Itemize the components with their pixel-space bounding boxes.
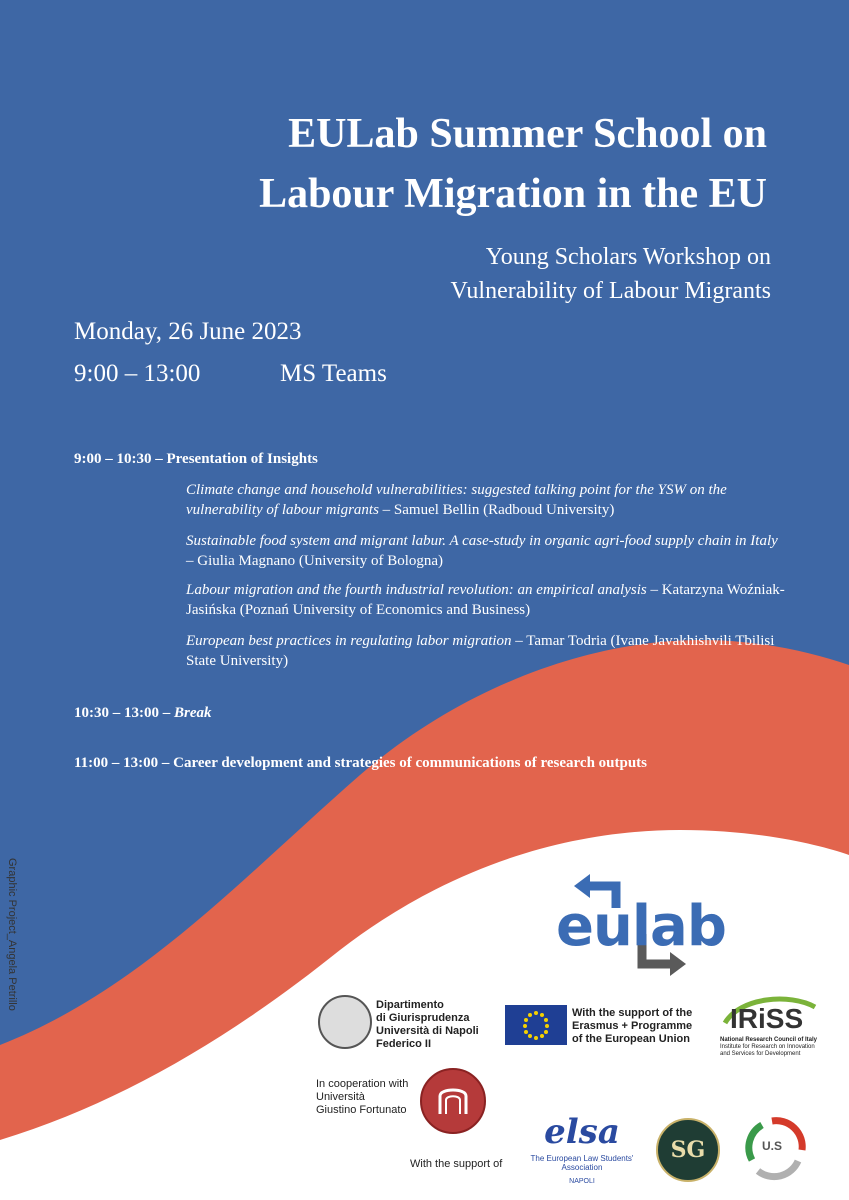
federico-seal-icon [318,995,372,1049]
dept-line-2: di Giurisprudenza [376,1012,470,1024]
session-3-time: 11:00 – 13:00 [74,755,159,771]
eu-flag-icon [505,1005,567,1045]
event-date: Monday, 26 June 2023 [74,318,302,345]
title-line-2: Labour Migration in the EU [259,171,767,217]
title-line-1: EULab Summer School on [288,111,767,157]
elsa-wordmark: elsa [544,1112,620,1152]
support-text: With the support of [410,1158,503,1170]
elsa-logo [512,1110,652,1190]
dept-line-3: Università di Napoli [376,1025,479,1037]
dept-line-4: Federico II [376,1038,432,1050]
eulab-logo [556,868,736,988]
talk-2-speaker: Giulia Magnano (University of Bologna) [197,553,444,569]
irss-wordmark: IRiSS [730,1003,804,1034]
talk-1-title: Climate change and household vulnerabilities: suggested talking point for the YSW on the vulnerability of labour migrants [186,482,727,518]
dept-line-1: Dipartimento [376,999,444,1011]
session-1-time: 9:00 – 10:30 [74,451,152,467]
talk-4-speaker: Tamar Todria (Ivane Javakhishvili Tbilisi State University) [186,633,775,669]
session-1-title: Presentation of Insights [166,451,318,467]
fortunato-seal-icon [420,1068,486,1134]
graphic-credit: Graphic Project_Angela Petrillo [6,858,18,1011]
talk-2-title: Sustainable food system and migrant labur. A case-study in organic agri-food supply chain in Italy [186,533,778,549]
dept-logo-text [376,999,479,1051]
event-time: 9:00 – 13:00 [74,360,201,387]
talk-3: Labour migration and the fourth industrial revolution: an empirical analysis – Katarzyna Woźniak-Jasińska (Poznań University of Economics and Business) [186,582,785,618]
session-2-time: 10:30 – 13:00 [74,705,159,721]
eulab-wordmark: eulab [556,894,726,959]
eu-support-text [572,1007,692,1046]
eu-line-1: With the support of the [572,1007,693,1019]
subtitle-line-1: Young Scholars Workshop on [485,244,771,270]
us-wordmark: U.S [762,1139,783,1153]
talk-4: European best practices in regulating labor migration – Tamar Todria (Ivane Javakhishvili Tbilisi State University) [186,633,775,669]
elsa-city: NAPOLI [569,1178,595,1185]
irss-caption [720,1037,817,1058]
irss-line-2: Institute for Research on Innovation [720,1044,815,1050]
coop-line-1: In cooperation with [316,1078,409,1090]
session-1: 9:00 – 10:30 – Presentation of Insights [74,451,318,467]
eu-line-3: of the European Union [572,1033,690,1045]
talk-3-title: Labour migration and the fourth industrial revolution: an empirical analysis [186,582,647,598]
irss-line-1: National Research Council of Italy [720,1037,818,1043]
cooperation-text [316,1078,408,1117]
coop-line-3: Giustino Fortunato [316,1104,407,1116]
us-logo [742,1115,808,1181]
coop-line-2: Università [316,1091,365,1103]
irss-line-3: and Services for Development [720,1051,801,1057]
session-2: 10:30 – 13:00 – Break [74,705,212,721]
talk-4-title: European best practices in regulating labor migration [186,633,512,649]
talk-3-speaker: Katarzyna Woźniak-Jasińska (Poznań University of Economics and Business) [186,582,785,618]
irss-logo [720,995,820,1065]
event-venue: MS Teams [280,360,387,387]
elsa-caption: The European Law Students' Association [530,1154,634,1172]
sg-seal-icon [656,1118,720,1182]
session-2-title: Break [174,705,212,721]
session-3: 11:00 – 13:00 – Career development and strategies of communications of research outputs [74,755,648,771]
session-3-title: Career development and strategies of communications of research outputs [173,755,648,771]
eu-line-2: Erasmus + Programme [572,1020,693,1032]
talk-1: Climate change and household vulnerabilities: suggested talking point for the YSW on the vulnerability of labour migrants – Samuel Bellin (Radboud University) [186,482,727,518]
subtitle-line-2: Vulnerability of Labour Migrants [450,278,771,304]
talk-2: Sustainable food system and migrant labur. A case-study in organic agri-food supply chain in Italy – Giulia Magnano (University of Bologna) [186,533,778,569]
sg-monogram: SG [670,1137,706,1163]
talk-1-speaker: Samuel Bellin (Radboud University) [393,502,615,518]
